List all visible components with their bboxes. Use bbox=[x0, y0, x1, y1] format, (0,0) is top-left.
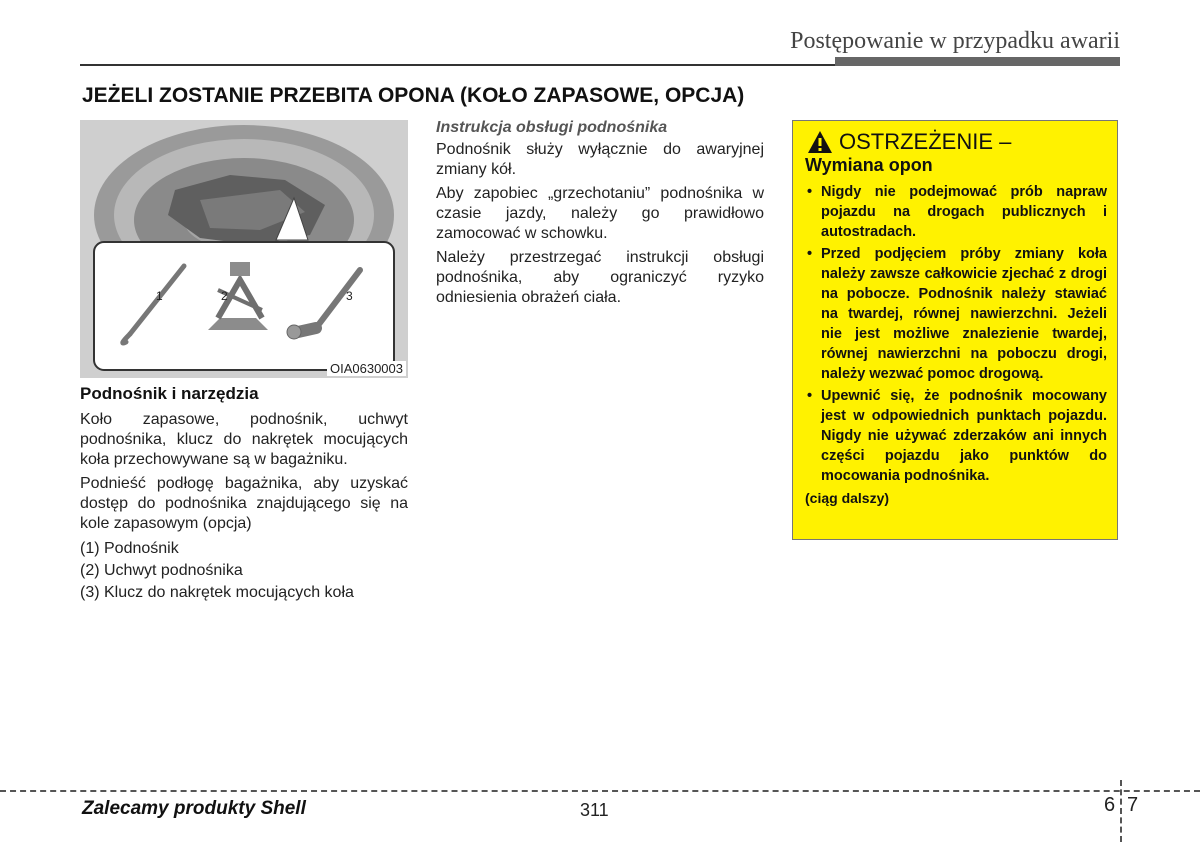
paragraph: Koło zapasowe, podnośnik, uchwyt podnośnika, klucz do nakrętek mocujących koła przechowywane są w bagażniku. bbox=[80, 411, 408, 468]
page-number: 311 bbox=[580, 800, 609, 820]
figure-code: OIA0630003 bbox=[327, 361, 406, 376]
jack-instructions-heading: Instrukcja obsługi podnośnika bbox=[436, 119, 668, 136]
paragraph: Należy przestrzegać instrukcji obsługi podnośnika, aby ograniczyć ryzyko odniesienia obrażeń ciała. bbox=[436, 249, 764, 306]
paragraph: Podnośnik służy wyłącznie do awaryjnej zmiany kół. bbox=[436, 141, 764, 178]
warning-bullet: • Nigdy nie podejmować prób napraw pojazdu na drogach publicznych i autostradach. bbox=[803, 182, 1107, 242]
chapter-page-number: 7 bbox=[1127, 794, 1139, 816]
continued-note: (ciąg dalszy) bbox=[805, 490, 890, 506]
section-title: JEŻELI ZOSTANIE PRZEBITA OPONA (KOŁO ZAPASOWE, OPCJA) bbox=[82, 84, 745, 107]
callout-1: 1 bbox=[156, 289, 163, 303]
footer-divider bbox=[1120, 780, 1122, 842]
paragraph: Aby zapobiec „grzechotaniu” podnośnika w czasie jazdy, należy go prawidłowo zamocować w schowku. bbox=[436, 185, 764, 242]
list-item: (2) Uchwyt podnośnika bbox=[80, 562, 243, 579]
tools-heading: Podnośnik i narzędzia bbox=[80, 384, 259, 403]
trunk-tools-drawing bbox=[80, 120, 408, 378]
chapter-number: 6 bbox=[1104, 794, 1116, 816]
warning-subtitle: Wymiana opon bbox=[805, 155, 933, 175]
list-item: (3) Klucz do nakrętek mocujących koła bbox=[80, 584, 354, 601]
middle-column bbox=[436, 118, 764, 312]
callout-3: 3 bbox=[346, 289, 353, 303]
warning-list bbox=[803, 182, 1107, 486]
warning-bullet: • Przed podjęciem próby zmiany koła należy zawsze całkowicie zjechać z drogi na pobocze. Podnośnik należy stawiać na twardej, równej nawierzchni. Jeżeli nie jest możliwe znalezienie twardej, równej nawierzchni na poboczu drogi, należy wezwać pomoc drogową. bbox=[803, 244, 1107, 384]
tools-illustration bbox=[80, 120, 408, 378]
footer-slogan: Zalecamy produkty Shell bbox=[82, 798, 306, 819]
paragraph: Podnieść podłogę bagażnika, aby uzyskać dostęp do podnośnika znajdującego się na kole zapasowym (opcja) bbox=[80, 475, 408, 532]
warning-title: OSTRZEŻENIE – bbox=[839, 129, 1012, 154]
header-bar bbox=[835, 57, 1120, 66]
list-item: (1) Podnośnik bbox=[80, 540, 179, 557]
warning-triangle-icon bbox=[807, 130, 833, 154]
callout-2: 2 bbox=[221, 289, 228, 303]
left-column bbox=[80, 384, 408, 604]
footer-rule bbox=[0, 790, 1200, 792]
warning-box bbox=[792, 120, 1118, 540]
page-header-title: Postępowanie w przypadku awarii bbox=[790, 28, 1120, 54]
warning-bullet: • Upewnić się, że podnośnik mocowany jest w odpowiednich punktach pojazdu. Nigdy nie używać zderzaków ani innych części pojazdu jako punktów do mocowania podnośnika. bbox=[803, 386, 1107, 486]
